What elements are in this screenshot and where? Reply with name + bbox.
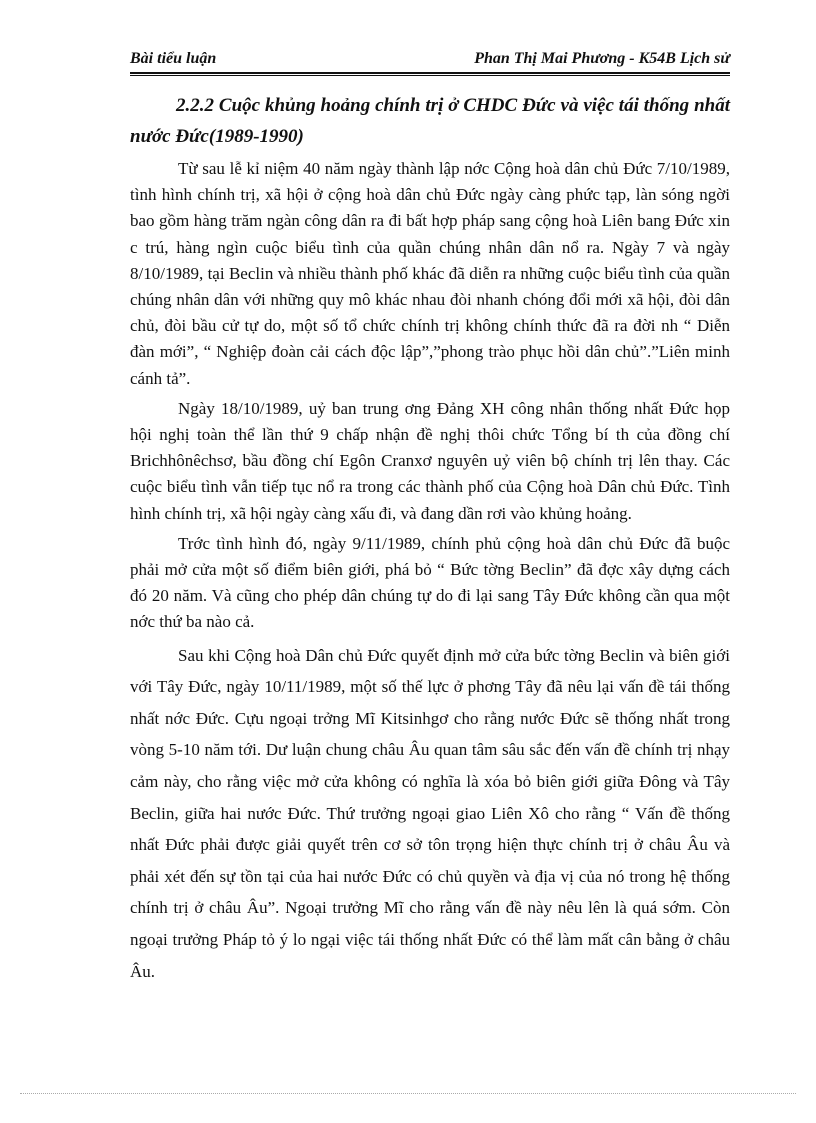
section-heading: 2.2.2 Cuộc khủng hoảng chính trị ở CHDC Đức và việc tái thống nhất nước Đức(1989-1990) [130, 95, 730, 147]
document-body [130, 90, 730, 991]
header-rule-thin [130, 75, 730, 76]
page-header [130, 50, 730, 72]
paragraph-2: Ngày 18/10/1989, uỷ ban trung ơng Đảng XH công nhân thống nhất Đức họp hội nghị toàn thể lần thứ 9 chấp nhận đề nghị thôi chức Tổng bí th của đồng chí Brichhônêchsơ, bầu đồng chí Egôn Cranxơ nguyên uỷ viên bộ chính trị lên thay. Các cuộc biểu tình vẫn tiếp tục nổ ra trong các thành phố của Cộng hoà Dân chủ Đức. Tình hình chính trị, xã hội ngày càng xấu đi, và đang dần rơi vào khủng hoảng. [130, 398, 730, 523]
paragraph-4: Sau khi Cộng hoà Dân chủ Đức quyết định mở cửa bức tờng Beclin và biên giới với Tây Đức, ngày 10/11/1989, một số thế lực ở phơng Tây đã nêu lại vấn đề tái thống nhất nớc Đức. Cựu ngoại trởng Mĩ Kitsinhgơ cho rằng nước Đức sẽ thống nhất trong vòng 5-10 năm tới. Dư luận chung châu Âu quan tâm sâu sắc đến vấn đề chính trị nhạy cảm này, cho rằng việc mở cửa không có nghĩa là xóa bỏ biên giới giữa Đông và Tây Beclin, giữa hai nước Đức. Thứ trưởng ngoại giao Liên Xô cho rằng “ Vấn đề thống nhất Đức phải được giải quyết trên cơ sở tôn trọng hiện thực chính trị ở châu Âu và phải xét đến sự tồn tại của hai nước Đức có chủ quyền và địa vị của nó trong hệ thống chính trị ở châu Âu”. Ngoại trưởng Mĩ cho rằng vấn đề này nêu lên là quá sớm. Còn ngoại trưởng Pháp tỏ ý lo ngại việc tái thống nhất Đức có thể làm mất cân bằng ở châu Âu. [130, 645, 730, 981]
header-rule [130, 72, 730, 74]
paragraph-1: Từ sau lễ kỉ niệm 40 năm ngày thành lập nớc Cộng hoà dân chủ Đức 7/10/1989, tình hình chính trị, xã hội ở cộng hoà dân chủ Đức ngày càng phức tạp, làn sóng ngời bao gồm hàng trăm ngàn công dân ra đi bất hợp pháp sang cộng hoà Liên bang Đức xin c trú, hàng ngìn cuộc biểu tình của quần chúng nhân dân nổ ra. Ngày 7 và ngày 8/10/1989, tại Beclin và nhiều thành phố khác đã diễn ra những cuộc biểu tình của quần chúng nhân dân với những quy mô khác nhau đòi nhanh chóng đổi mới xã hội, đòi dân chủ, đòi bầu cử tự do, một số tổ chức chính trị không chính thức đã ra đời nh “ Diễn đàn mới”, “ Nghiệp đoàn cải cách độc lập”,”phong trào phục hồi dân chủ”.”Liên minh cánh tả”. [130, 159, 730, 388]
page-bottom-divider [20, 1093, 796, 1094]
header-right-text: Phan Thị Mai Phương - K54B Lịch sử [474, 50, 730, 67]
paragraph-3: Trớc tình hình đó, ngày 9/11/1989, chính phủ cộng hoà dân chủ Đức đã buộc phải mở cửa một số điểm biên giới, phá bỏ “ Bức tờng Beclin” đã đợc xây dựng cách đó 20 năm. Và cũng cho phép dân chúng tự do đi lại sang Tây Đức không cần qua một nớc thứ ba nào cả. [130, 533, 730, 632]
header-left-text: Bài tiểu luận [130, 50, 217, 67]
